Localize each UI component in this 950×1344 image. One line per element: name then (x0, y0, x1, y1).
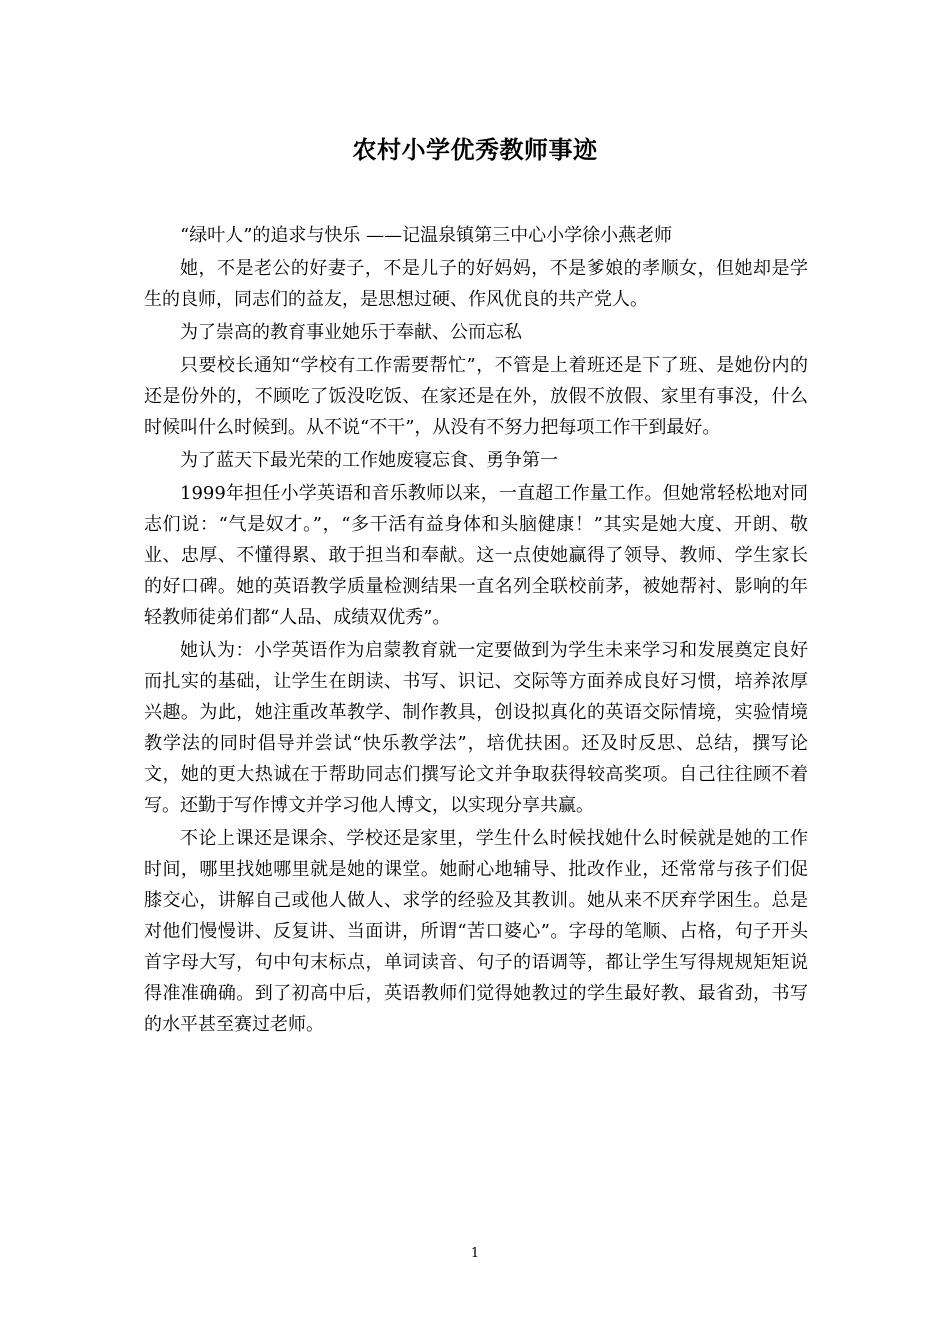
paragraph-dedication: 只要校长通知“学校有工作需要帮忙”，不管是上着班还是下了班、是她份内的还是份外的，不顾吃了饭没吃饭、在家还是在外，放假不放假、家里有事没，什么时候叫什么时候到。从不说“不干”，从没有不努力把每项工作干到最好。 (144, 355, 808, 438)
page-number: 1 (470, 1246, 480, 1261)
paragraph-subtitle: “绿叶人”的追求与快乐 ——记温泉镇第三中心小学徐小燕老师 (180, 225, 673, 246)
document-body (144, 220, 808, 1040)
document-title: 农村小学优秀教师事迹 (352, 135, 598, 164)
paragraph-intro: 她，不是老公的好妻子，不是儿子的好妈妈，不是爹娘的孝顺女，但她却是学生的良师，同志们的益友，是思想过硬、作风优良的共产党人。 (144, 258, 808, 310)
section-heading-diligence: 为了蓝天下最光荣的工作她废寝忘食、勇争第一 (180, 450, 558, 471)
paragraph-teaching-philosophy: 她认为：小学英语作为启蒙教育就一定要做到为学生未来学习和发展奠定良好而扎实的基础，让学生在朗读、书写、识记、交际等方面养成良好习惯，培养浓厚兴趣。为此，她注重改革教学、制作教具，创设拟真化的英语交际情境，实验情境教学法的同时倡导并尝试“快乐教学法”，培优扶困。还及时反思、总结，撰写论文，她的更大热诚在于帮助同志们撰写论文并争取获得较高奖项。自己往往顾不着写。还勤于写作博文并学习他人博文，以实现分享共赢。 (144, 640, 808, 816)
paragraph-student-care: 不论上课还是课余、学校还是家里，学生什么时候找她什么时候就是她的工作时间，哪里找她哪里就是她的课堂。她耐心地辅导、批改作业，还常常与孩子们促膝交心，讲解自己或他人做人、求学的经验及其教训。她从来不厌弃学困生。总是对他们慢慢讲、反复讲、当面讲，所谓“苦口婆心”。字母的笔顺、占格，句子开头首字母大写，句中句末标点，单词读音、句子的语调等，都让学生写得规规矩矩说得准准确确。到了初高中后，英语教师们觉得她教过的学生最好教、最省劲，书写的水平甚至赛过老师。 (144, 828, 808, 1035)
section-heading-dedication: 为了崇高的教育事业她乐于奉献、公而忘私 (180, 322, 522, 343)
paragraph-diligence: 1999年担任小学英语和音乐教师以来，一直超工作量工作。但她常轻松地对同志们说：“气是奴才。”，“多干活有益身体和头脑健康！”其实是她大度、开朗、敬业、忠厚、不懂得累、敢于担当和奉献。这一点使她赢得了领导、教师、学生家长的好口碑。她的英语教学质量检测结果一直名列全联校前茅，被她帮衬、影响的年轻教师徒弟们都“人品、成绩双优秀”。 (144, 483, 808, 628)
